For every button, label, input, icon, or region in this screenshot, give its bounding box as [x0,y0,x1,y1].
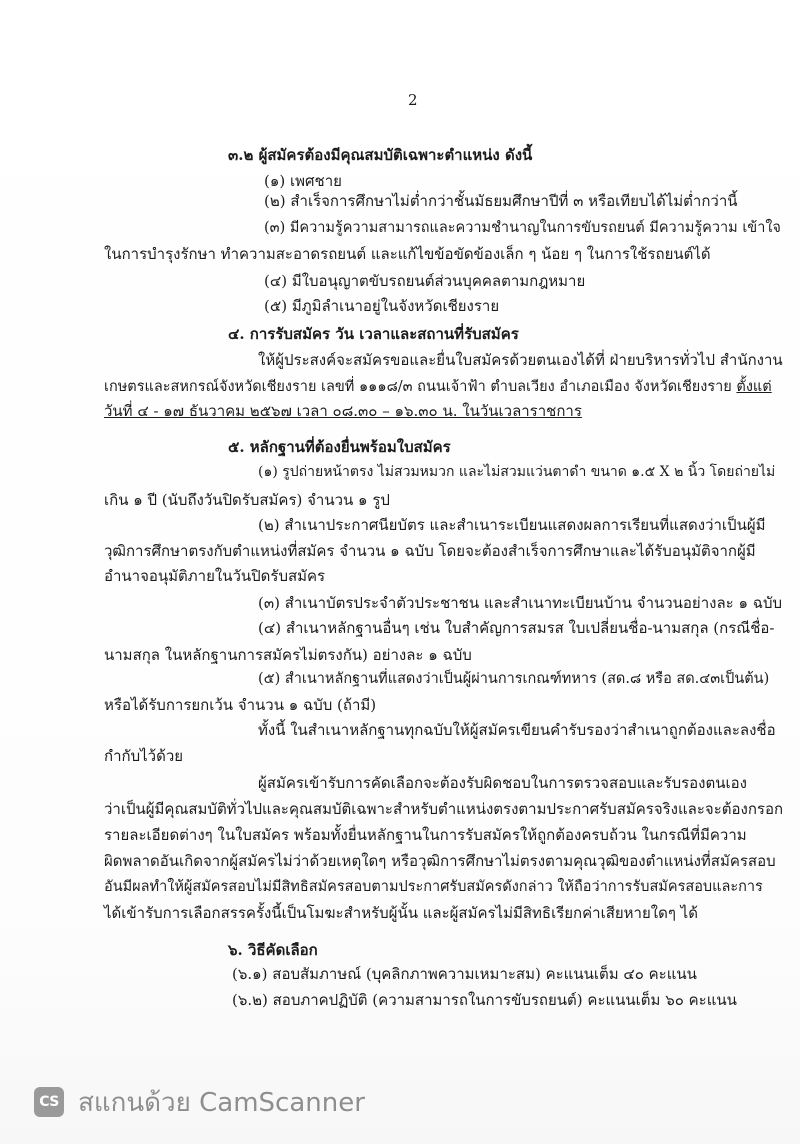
camscanner-logo-icon: CS [34,1087,64,1117]
responsibility-paragraph: ได้เข้ารับการเลือกสรรครั้งนี้เป็นโมฆะสำหรับผู้นั้น และผู้สมัครไม่มีสิทธิเรียกค่าเสียหายใดๆ ได้ [104,904,698,922]
qualification-item-continued: ในการบำรุงรักษา ทำความสะอาดรถยนต์ และแก้ไขข้อขัดข้องเล็ก ๆ น้อย ๆ ในการใช้รถยนต์ได้ [104,245,711,263]
responsibility-paragraph: ผิดพลาดอันเกิดจากผู้สมัครไม่ว่าด้วยเหตุใดๆ หรือวุฒิการศึกษาไม่ตรงตามคุณวุฒิของตำแหน่งที่สมัครสอบ [104,852,776,870]
document-item-continued: หรือได้รับการยกเว้น จำนวน ๑ ฉบับ (ถ้ามี) [104,696,377,714]
qualification-item: (๑) เพศชาย [264,172,342,190]
page-number: 2 [408,91,418,109]
document-item: (๓) สำเนาบัตรประจำตัวประชาชน และสำเนาทะเบียนบ้าน จำนวนอย่างละ ๑ ฉบับ [258,594,783,612]
note-line: ทั้งนี้ ในสำเนาหลักฐานทุกฉบับให้ผู้สมัครเขียนคำรับรองว่าสำเนาถูกต้องและลงชื่อ [258,721,776,739]
qualification-item: (๒) สำเร็จการศึกษาไม่ต่ำกว่าชั้นมัธยมศึกษาปีที่ ๓ หรือเทียบได้ไม่ต่ำกว่านี้ [264,192,738,210]
responsibility-paragraph: ว่าเป็นผู้มีคุณสมบัติทั่วไปและคุณสมบัติเฉพาะสำหรับตำแหน่งตรงตามประกาศรับสมัครจริงและจะต้องกรอก [104,800,784,818]
section-3-2-heading: ๓.๒ ผู้สมัครต้องมีคุณสมบัติเฉพาะตำแหน่ง ดังนี้ [228,146,533,164]
responsibility-paragraph: รายละเอียดต่างๆ ในใบสมัคร พร้อมทั้งยื่นหลักฐานในการรับสมัครให้ถูกต้องครบถ้วน ในกรณีที่มีความ [104,826,747,844]
document-item: (๒) สำเนาประกาศนียบัตร และสำเนาระเบียนแสดงผลการเรียนที่แสดงว่าเป็นผู้มี [258,516,766,534]
qualification-item: (๔) มีใบอนุญาตขับรถยนต์ส่วนบุคคลตามกฎหมาย [264,272,586,290]
responsibility-paragraph: อันมีผลทำให้ผู้สมัครสอบไม่มีสิทธิสมัครสอบตามประกาศรับสมัครดังกล่าว ให้ถือว่าการรับสมัครสอบและการ [104,879,763,895]
selection-method: (๖.๒) สอบภาคปฏิบัติ (ความสามารถในการขับรถยนต์) คะแนนเต็ม ๖๐ คะแนน [232,991,737,1009]
responsibility-paragraph: ผู้สมัครเข้ารับการคัดเลือกจะต้องรับผิดชอบในการตรวจสอบและรับรองตนเอง [258,774,747,792]
application-period: วันที่ ๔ - ๑๗ ธันวาคม ๒๕๖๗ เวลา ๐๘.๓๐ – ๑๖.๓๐ น. ในวันเวลาราชการ [104,402,582,420]
selection-method: (๖.๑) สอบสัมภาษณ์ (บุคลิกภาพความเหมาะสม) คะแนนเต็ม ๔๐ คะแนน [232,965,697,983]
camscanner-text: สแกนด้วย CamScanner [78,1087,365,1118]
qualification-item: (๓) มีความรู้ความสามารถและความชำนาญในการขับรถยนต์ มีความรู้ความ เข้าใจ [264,220,781,236]
section-5-heading: ๕. หลักฐานที่ต้องยื่นพร้อมใบสมัคร [228,438,451,456]
document-item-continued: เกิน ๑ ปี (นับถึงวันปิดรับสมัคร) จำนวน ๑ รูป [104,491,390,509]
camscanner-watermark [34,1082,365,1122]
document-item-continued: นามสกุล ในหลักฐานการสมัครไม่ตรงกัน) อย่างละ ๑ ฉบับ [104,646,472,664]
qualification-item: (๕) มีภูมิลำเนาอยู่ในจังหวัดเชียงราย [264,297,500,315]
paragraph-text: เกษตรและสหกรณ์จังหวัดเชียงราย เลขที่ ๑๑๑๘/๓ ถนนเจ้าฟ้า ตำบลเวียง อำเภอเมือง จังหวัดเชียงราย [104,379,732,395]
paragraph-line: ให้ผู้ประสงค์จะสมัครขอและยื่นใบสมัครด้วยตนเองได้ที่ ฝ่ายบริหารทั่วไป สำนักงาน [258,351,783,369]
section-6-heading: ๖. วิธีคัดเลือก [228,941,318,959]
section-4-heading: ๔. การรับสมัคร วัน เวลาและสถานที่รับสมัคร [228,325,519,343]
underlined-date-start: ตั้งแต่ [736,379,772,395]
paragraph-line [104,377,772,397]
document-item: (๕) สำเนาหลักฐานที่แสดงว่าเป็นผู้ผ่านการเกณฑ์ทหาร (สด.๘ หรือ สด.๔๓เป็นต้น) [258,671,770,687]
note-line: กำกับไว้ด้วย [104,747,184,765]
document-item: (๑) รูปถ่ายหน้าตรง ไม่สวมหมวก และไม่สวมแว่นตาดำ ขนาด ๑.๕ X ๒ นิ้ว โดยถ่ายไม่ [258,464,776,480]
document-item-continued: อำนาจอนุมัติภายในวันปิดรับสมัคร [104,567,326,585]
document-item: (๔) สำเนาหลักฐานอื่นๆ เช่น ใบสำคัญการสมรส ใบเปลี่ยนชื่อ-นามสกุล (กรณีชื่อ- [258,619,775,637]
document-item-continued: วุฒิการศึกษาตรงกับตำแหน่งที่สมัคร จำนวน ๑ ฉบับ โดยจะต้องสำเร็จการศึกษาและได้รับอนุมัติจากผู้มี [104,542,756,560]
